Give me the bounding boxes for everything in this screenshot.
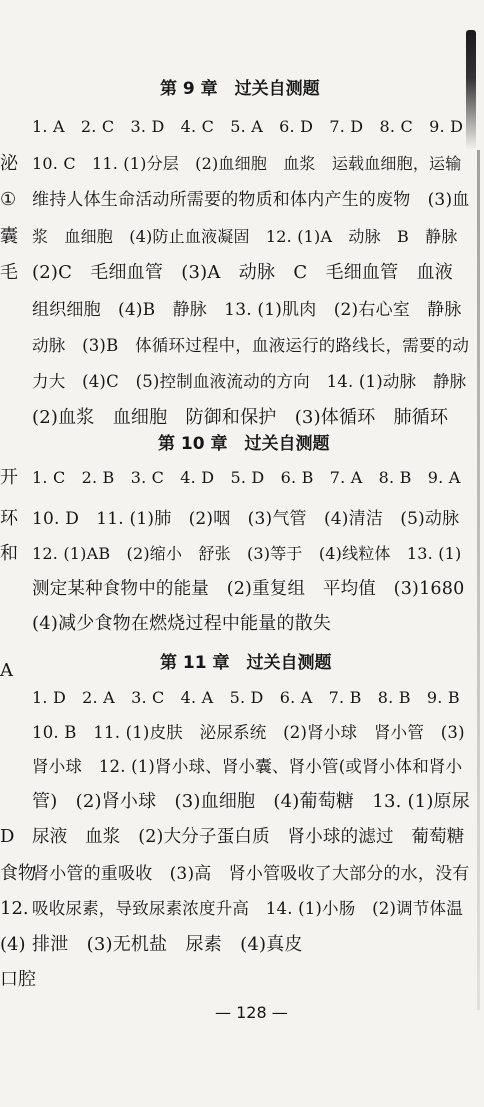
page-number: — 128 — bbox=[215, 1003, 288, 1022]
answer-line: 10. C 11. (1)分层 (2)血细胞 血浆 运载血细胞，运输 bbox=[32, 154, 462, 173]
margin-fragment: 泌 bbox=[0, 153, 18, 174]
margin-fragment: 毛 bbox=[0, 262, 18, 283]
answer-line: 维持人体生命活动所需要的物质和体内产生的废物 (3)血 bbox=[32, 190, 470, 210]
section-heading: 第 9 章 过关自测题 bbox=[160, 79, 320, 99]
answer-line: 10. D 11. (1)肺 (2)咽 (3)气管 (4)清洁 (5)动脉 bbox=[32, 509, 460, 529]
answer-line: 浆 血细胞 (4)防止血液凝固 12. (1)A 动脉 B 静脉 bbox=[32, 227, 458, 246]
answer-line: 1. C 2. B 3. C 4. D 5. D 6. B 7. A 8. B 9. A bbox=[32, 468, 461, 487]
section-heading: 第 10 章 过关自测题 bbox=[158, 434, 330, 454]
margin-fragment: 食物 bbox=[0, 863, 36, 884]
answer-line: 12. (1)AB (2)缩小 舒张 (3)等于 (4)线粒体 13. (1) bbox=[32, 544, 462, 563]
margin-fragment: 口腔 bbox=[0, 969, 36, 990]
answer-line: 排泄 (3)无机盐 尿素 (4)真皮 bbox=[32, 934, 303, 955]
answer-line: 管) (2)肾小球 (3)血细胞 (4)葡萄糖 13. (1)原尿 bbox=[32, 791, 470, 812]
binding-edge bbox=[477, 150, 480, 1010]
margin-fragment: 环 bbox=[0, 508, 18, 529]
margin-fragment: D bbox=[0, 826, 15, 847]
answer-line: 组织细胞 (4)B 静脉 13. (1)肌肉 (2)右心室 静脉 bbox=[32, 300, 462, 320]
answer-line: 动脉 (3)B 体循环过程中，血液运行的路线长，需要的动 bbox=[32, 336, 470, 355]
margin-fragment: ① bbox=[0, 189, 17, 210]
answer-line: 吸收尿素，导致尿素浓度升高 14. (1)小肠 (2)调节体温 bbox=[32, 899, 463, 918]
answer-line: 尿液 血浆 (2)大分子蛋白质 肾小球的滤过 葡萄糖 bbox=[32, 827, 465, 847]
answer-line: 力大 (4)C (5)控制血液流动的方向 14. (1)动脉 静脉 bbox=[32, 372, 467, 391]
binding-shadow bbox=[466, 30, 476, 150]
answer-line: 10. B 11. (1)皮肤 泌尿系统 (2)肾小球 肾小管 (3) bbox=[32, 723, 465, 742]
margin-fragment: 囊 bbox=[0, 226, 18, 247]
margin-fragment: 开 bbox=[0, 467, 18, 488]
answer-line: (2)C 毛细血管 (3)A 动脉 C 毛细血管 血液 bbox=[32, 262, 453, 283]
margin-fragment: 12. bbox=[0, 898, 29, 919]
answer-line: 1. D 2. A 3. C 4. A 5. D 6. A 7. B 8. B 9. B bbox=[32, 688, 460, 707]
answer-line: (4)减少食物在燃烧过程中能量的散失 bbox=[32, 613, 332, 634]
answer-line: (2)血浆 血细胞 防御和保护 (3)体循环 肺循环 bbox=[32, 407, 449, 428]
answer-line: 肾小球 12. (1)肾小球、肾小囊、肾小管(或肾小体和肾小 bbox=[32, 757, 463, 776]
margin-fragment: (4) bbox=[0, 934, 26, 955]
margin-fragment: A bbox=[0, 660, 13, 681]
answer-line: 肾小管的重吸收 (3)高 肾小管吸收了大部分的水，没有 bbox=[32, 864, 470, 884]
answer-line: 测定某种食物中的能量 (2)重复组 平均值 (3)1680 bbox=[32, 579, 465, 599]
margin-fragment: 和 bbox=[0, 543, 18, 564]
section-heading: 第 11 章 过关自测题 bbox=[160, 653, 332, 673]
answer-line: 1. A 2. C 3. D 4. C 5. A 6. D 7. D 8. C 9. D bbox=[32, 117, 464, 136]
